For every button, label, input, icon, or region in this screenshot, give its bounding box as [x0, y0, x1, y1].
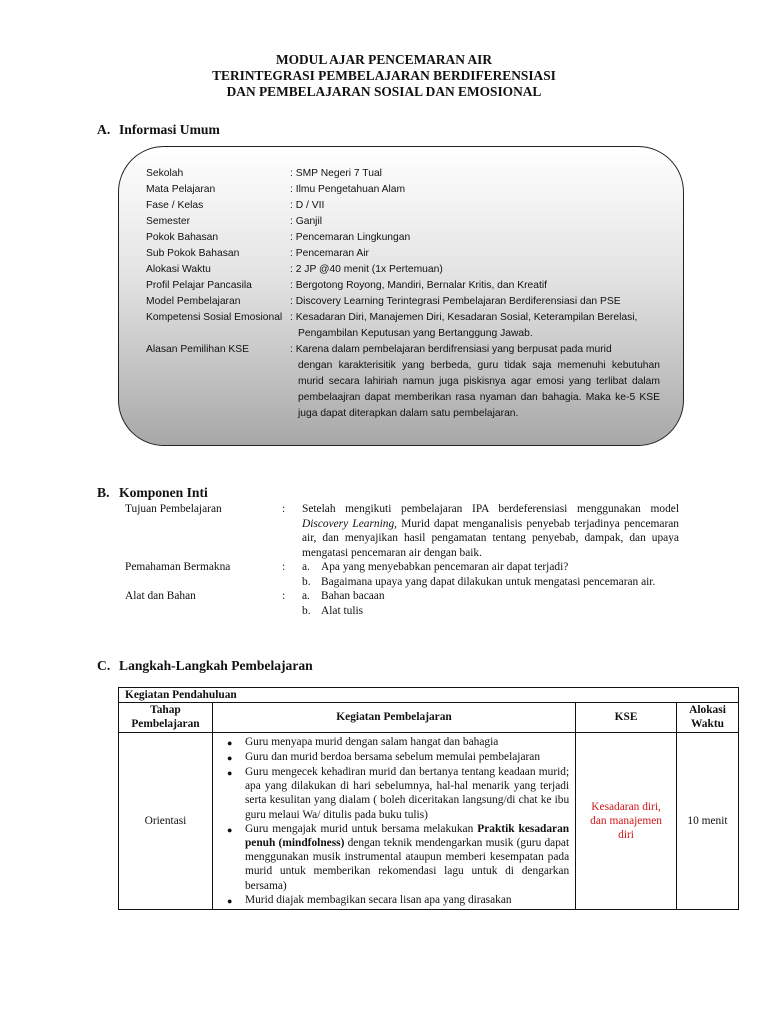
info-value	[290, 342, 660, 422]
list-item	[302, 604, 679, 619]
info-row-mapel	[146, 182, 660, 198]
pemahaman-label: Pemahaman Bermakna	[125, 561, 231, 573]
list-item	[302, 560, 679, 575]
info-label: Profil Pelajar Pancasila	[146, 280, 252, 291]
info-label: Alasan Pemilihan KSE	[146, 344, 250, 355]
bullet-icon: ●	[226, 768, 233, 779]
info-label: Alokasi Waktu	[146, 264, 211, 275]
info-value: : Ganjil	[290, 216, 323, 227]
list-item	[225, 822, 569, 893]
info-row-kse	[146, 310, 660, 342]
table-row	[119, 732, 739, 909]
info-row-pokok	[146, 230, 660, 246]
info-value	[290, 310, 660, 342]
item-text: Bagaimana upaya yang dapat dilakukan untuk mengatasi pencemaran air.	[321, 575, 656, 588]
info-row-sekolah	[146, 166, 660, 182]
list-item	[225, 750, 569, 765]
item-letter: b.	[302, 575, 311, 588]
tujuan-row	[125, 502, 679, 560]
list-item	[225, 893, 569, 908]
info-kse-line-2: Pengambilan Keputusan yang Bertanggung Jawab.	[298, 328, 533, 339]
colon: :	[282, 590, 286, 602]
header-tahap: Tahap Pembelajaran	[119, 703, 213, 732]
info-row-fase	[146, 198, 660, 214]
info-value: : D / VII	[290, 200, 325, 211]
table-header-row	[119, 703, 739, 732]
section-a-letter: A.	[97, 122, 111, 137]
pemahaman-list	[302, 560, 679, 589]
alat-label: Alat dan Bahan	[125, 590, 196, 602]
section-c-title: Langkah-Langkah Pembelajaran	[119, 658, 313, 673]
cell-kse: Kesadaran diri, dan manajemen diri	[576, 732, 677, 909]
item-text-bold: Praktik kesadaran penuh (mindfolness)	[244, 822, 570, 850]
info-list	[146, 166, 660, 422]
tujuan-label: Tujuan Pembelajaran	[125, 503, 222, 515]
item-text: Bahan bacaan	[321, 590, 385, 602]
bullet-icon: ●	[226, 737, 233, 748]
info-row-profil	[146, 278, 660, 294]
table-caption: Kegiatan Pendahuluan	[119, 688, 739, 703]
item-text	[245, 822, 569, 893]
info-alasan-rest: dengan karakterisitik yang berbeda, guru tidak saja memenuhi kebutuhan murid secara lahiriah namun juga piskisnya agar emosi yang terlibat dalam pembelaajran dapat memberikan rasa nyaman dan bahagia. Maka ke-5 KSE juga dapat diterapkan dalam satu pembelajaran.	[298, 360, 660, 419]
tujuan-text-italic: Discovery Learning,	[302, 517, 397, 530]
komponen-inti	[125, 502, 679, 618]
section-a-title: Informasi Umum	[119, 122, 220, 137]
section-c-heading	[97, 658, 313, 674]
info-value: : Pencemaran Lingkungan	[290, 232, 411, 243]
item-text: Apa yang menyebabkan pencemaran air dapat terjadi?	[321, 561, 569, 573]
cell-kegiatan	[212, 732, 575, 909]
list-item	[302, 589, 679, 604]
info-label: Sub Pokok Bahasan	[146, 248, 240, 259]
cell-tahap: Orientasi	[119, 732, 213, 909]
info-label: Mata Pelajaran	[146, 184, 216, 195]
document-title	[0, 52, 768, 100]
item-text: Guru menyapa murid dengan salam hangat dan bahagia	[244, 735, 499, 748]
info-value: : Discovery Learning Terintegrasi Pembelajaran Berdiferensiasi dan PSE	[290, 296, 621, 307]
section-c-letter: C.	[97, 658, 111, 673]
info-value: : Pencemaran Air	[290, 248, 369, 259]
item-letter: a.	[302, 590, 310, 602]
title-line-2: TERINTEGRASI PEMBELAJARAN BERDIFERENSIASI	[212, 68, 556, 83]
info-value: : Ilmu Pengetahuan Alam	[290, 184, 406, 195]
section-a-heading	[97, 122, 220, 138]
section-b-title: Komponen Inti	[119, 485, 208, 500]
item-letter: b.	[302, 604, 311, 617]
item-text: Murid diajak membagikan secara lisan apa yang dirasakan	[244, 893, 512, 906]
info-row-alokasi	[146, 262, 660, 278]
info-label: Model Pembelajaran	[146, 296, 241, 307]
alat-row	[125, 589, 679, 618]
colon: :	[282, 503, 286, 515]
bullet-icon: ●	[226, 752, 233, 763]
info-row-alasan	[146, 342, 660, 422]
info-label: Semester	[146, 216, 191, 227]
item-text: Alat tulis	[321, 604, 364, 617]
info-row-semester	[146, 214, 660, 230]
title-line-3: DAN PEMBELAJARAN SOSIAL DAN EMOSIONAL	[226, 84, 542, 99]
title-line-1: MODUL AJAR PENCEMARAN AIR	[275, 52, 493, 67]
info-label: Sekolah	[146, 168, 184, 179]
langkah-table	[118, 687, 739, 910]
list-item	[225, 765, 569, 822]
info-value: : Bergotong Royong, Mandiri, Bernalar Kritis, dan Kreatif	[290, 280, 547, 291]
item-text-post: dengan teknik mendengarkan musik (guru dapat menggunakan musik instrumental ataupun memberi kesempatan pada murid untuk memberikan rekomendasi lagu untuk di dengarkan bersama)	[244, 837, 570, 892]
list-item	[302, 575, 679, 590]
info-label: Fase / Kelas	[146, 200, 204, 211]
info-label: Pokok Bahasan	[146, 232, 219, 243]
item-letter: a.	[302, 561, 310, 573]
section-b-heading	[97, 485, 208, 501]
bullet-icon: ●	[226, 895, 233, 906]
section-b-letter: B.	[97, 485, 110, 500]
alat-list	[302, 589, 679, 618]
tujuan-text-2: Murid dapat menganalisis penyebab terjadinya pencemaran air, dan menyajikan hasil pengamatan tentang penyebab, dampak, dan upaya mengatasi pencemaran air dengan baik.	[302, 517, 680, 559]
kegiatan-list	[225, 735, 569, 908]
cell-alokasi: 10 menit	[677, 732, 739, 909]
tujuan-text	[302, 502, 679, 560]
header-kse: KSE	[576, 703, 677, 732]
tujuan-text-1: Setelah mengikuti pembelajaran IPA berdeferensiasi menggunakan model	[302, 503, 679, 515]
item-text: Guru mengecek kehadiran murid dan bertanya tentang keadaan murid; apa yang dilakukan di hari sebelumnya, hal-hal menarik yang terjadi serta kesulitan yang dialam ( boleh diceritakan langsung/di chat ke ibu guru melaui Wa/ ditulis pada buku tulis)	[244, 766, 570, 821]
info-row-model	[146, 294, 660, 310]
item-text: Guru dan murid berdoa bersama sebelum memulai pembelajaran	[244, 750, 541, 763]
header-alokasi: Alokasi Waktu	[677, 703, 739, 732]
pemahaman-row	[125, 560, 679, 589]
colon: :	[282, 561, 286, 573]
bullet-icon: ●	[226, 824, 233, 835]
info-alasan-line-1: : Karena dalam pembelajaran berdifrensiasi yang berpusat pada murid	[290, 344, 612, 355]
info-kse-line-1: : Kesadaran Diri, Manajemen Diri, Kesadaran Sosial, Keterampilan Berelasi,	[290, 312, 638, 323]
info-value: : SMP Negeri 7 Tual	[290, 168, 382, 179]
header-kegiatan: Kegiatan Pembelajaran	[212, 703, 575, 732]
item-text-pre: Guru mengajak murid untuk bersama melakukan	[244, 822, 478, 835]
info-label: Kompetensi Sosial Emosional	[146, 312, 283, 323]
info-value: : 2 JP @40 menit (1x Pertemuan)	[290, 264, 443, 275]
list-item	[225, 735, 569, 750]
info-row-subpokok	[146, 246, 660, 262]
table-caption-row	[119, 688, 739, 703]
